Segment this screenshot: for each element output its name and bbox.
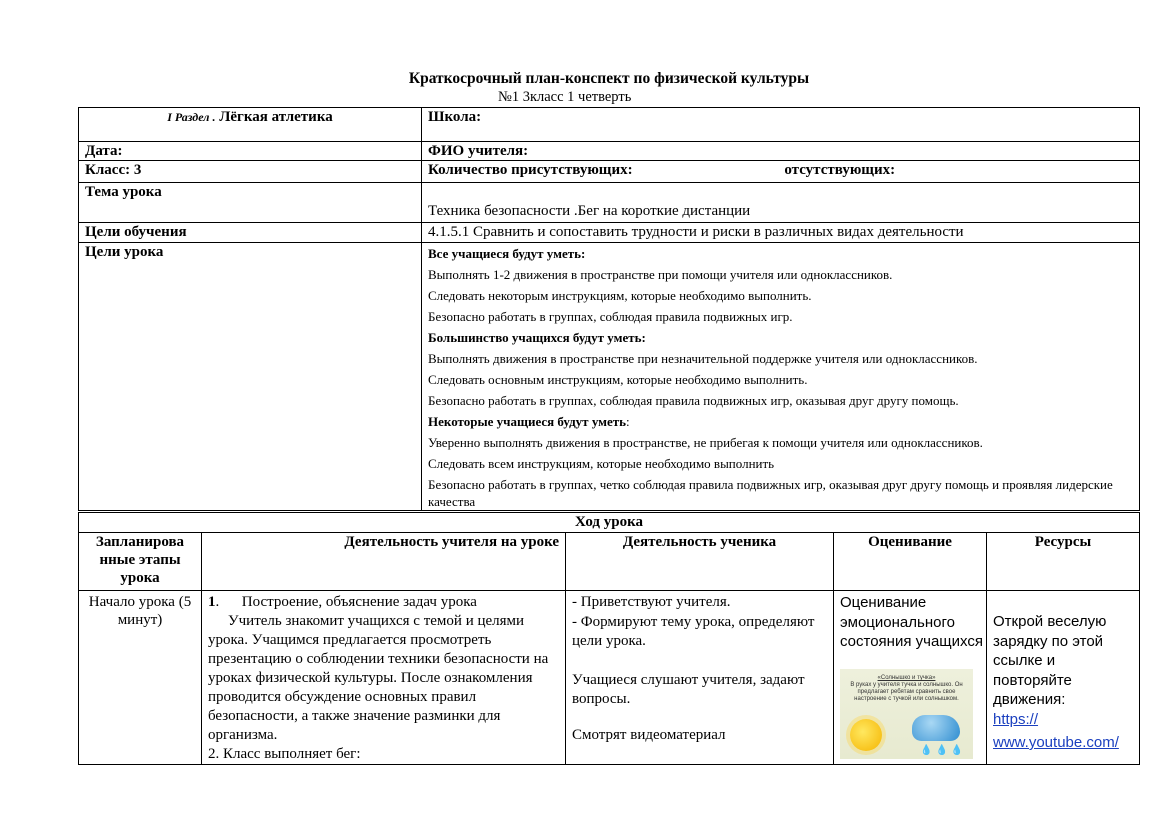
goals-some-heading: Некоторые учащиеся будут уметь (428, 414, 627, 429)
student-line: - Приветствуют учителя. (572, 594, 731, 610)
goals-most-item: Выполнять движения в пространстве при незначительной поддержке учителя или одноклассников. (428, 351, 978, 366)
date-label: Дата: (79, 142, 422, 161)
attendance-cell (422, 161, 1140, 183)
absent-label: отсутствующих: (784, 162, 896, 178)
goals-some-heading-line (428, 411, 1133, 432)
goals-most-heading: Большинство учащихся будут уметь: (428, 330, 646, 345)
table-row (79, 591, 1140, 765)
present-label: Количество присутствующих: (428, 162, 633, 178)
topic-label: Тема урока (79, 183, 422, 223)
teacher-step-number: 1 (208, 594, 216, 610)
teacher-step-heading: . Построение, объяснение задач урока (215, 594, 477, 610)
resources-text: Открой веселую зарядку по этой ссылке и повторяйте движения: (993, 613, 1107, 708)
col-header-student: Деятельность ученика (566, 533, 834, 591)
section-prefix: I Раздел . (167, 110, 216, 124)
lesson-goals-label: Цели урока (79, 243, 422, 511)
teacher-label: ФИО учителя: (422, 142, 1140, 161)
learning-goals-label: Цели обучения (79, 223, 422, 243)
teacher-text: Учитель знакомит учащихся с темой и целями урока. Учащимся предлагается просмотреть презентацию о соблюдении техники безопасности на уроках физической культуры. После ознакомления проводится обсуждение основных правил безопасности, а также значение разминки для организма. (208, 613, 549, 743)
resources-cell (987, 591, 1140, 765)
sun-cloud-image (840, 669, 973, 759)
teacher-text-2: 2. Класс выполняет бег: (208, 746, 361, 762)
image-caption-title: «Солнышко и тучка» (877, 675, 936, 681)
document-subtitle: №1 3класс 1 четверть (498, 89, 632, 105)
col-header-teacher: Деятельность учителя на уроке (202, 533, 566, 591)
goals-most-item: Следовать основным инструкциям, которые необходимо выполнить. (428, 372, 808, 387)
student-text-3: Смотрят видеоматериал (572, 726, 726, 743)
header-table (78, 107, 1140, 511)
goals-all-heading: Все учащиеся будут уметь: (428, 246, 586, 261)
section-name: Лёгкая атлетика (215, 109, 333, 125)
goals-all-item: Выполнять 1-2 движения в пространстве при помощи учителя или одноклассников. (428, 267, 893, 282)
col-header-assessment: Оценивание (834, 533, 987, 591)
col-header-stages: Запланирова нные этапы урока (79, 533, 202, 591)
rain-cloud-icon (912, 715, 960, 741)
assessment-cell (834, 591, 987, 765)
goals-most-item: Безопасно работать в группах, соблюдая правила подвижных игр, оказывая друг другу помощь. (428, 393, 959, 408)
topic-value: Техника безопасности .Бег на короткие дистанции (422, 183, 1140, 223)
goals-some-item: Следовать всем инструкциям, которые необходимо выполнить (428, 456, 775, 471)
goals-some-item: Уверенно выполнять движения в пространстве, не прибегая к помощи учителя или одноклассников. (428, 435, 983, 450)
lesson-goals-cell (422, 243, 1140, 511)
student-line: - Формируют тему урока, определяют цели урока. (572, 613, 815, 649)
image-caption-text: В руках у учителя тучка и солнышко. Он предлагает ребятам сравнить свое настроение с тучкой или солнышком. (850, 682, 963, 702)
student-activity-cell (566, 591, 834, 765)
goals-some-heading-suffix: : (626, 414, 630, 429)
section-cell (79, 108, 422, 142)
goals-all-item: Безопасно работать в группах, соблюдая правила подвижных игр. (428, 309, 793, 324)
sun-icon (850, 719, 882, 751)
lesson-table-title: Ход урока (79, 513, 1140, 533)
resources-link-continued[interactable] (993, 733, 1133, 753)
goals-all-item: Следовать некоторым инструкциям, которые необходимо выполнить. (428, 288, 812, 303)
stage-cell: Начало урока (5 минут) (79, 591, 202, 765)
lesson-table (78, 512, 1140, 765)
resources-link-part-2[interactable]: www.youtube.com/ (993, 734, 1119, 751)
learning-goals-value: 4.1.5.1 Сравнить и сопоставить трудности и риски в различных видах деятельности (422, 223, 1140, 243)
teacher-activity-cell (202, 591, 566, 765)
image-caption (840, 669, 973, 703)
student-text-2: Учащиеся слушают учителя, задают вопросы. (572, 671, 805, 707)
document-title: Краткосрочный план-конспект по физической культуры (408, 70, 810, 87)
school-label: Школа: (422, 108, 1140, 142)
resources-link-part-1[interactable]: https:// (993, 710, 1039, 728)
class-label: Класс: 3 (79, 161, 422, 183)
goals-some-item: Безопасно работать в группах, четко соблюдая правила подвижных игр, оказывая друг другу помощь и проявляя лидерские качества (428, 477, 1113, 509)
raindrops-icon: 💧💧💧 (920, 745, 967, 756)
assessment-text: Оценивание эмоционального состояния учащихся (840, 594, 983, 650)
resources-link[interactable] (993, 710, 1133, 730)
col-header-resources: Ресурсы (987, 533, 1140, 591)
